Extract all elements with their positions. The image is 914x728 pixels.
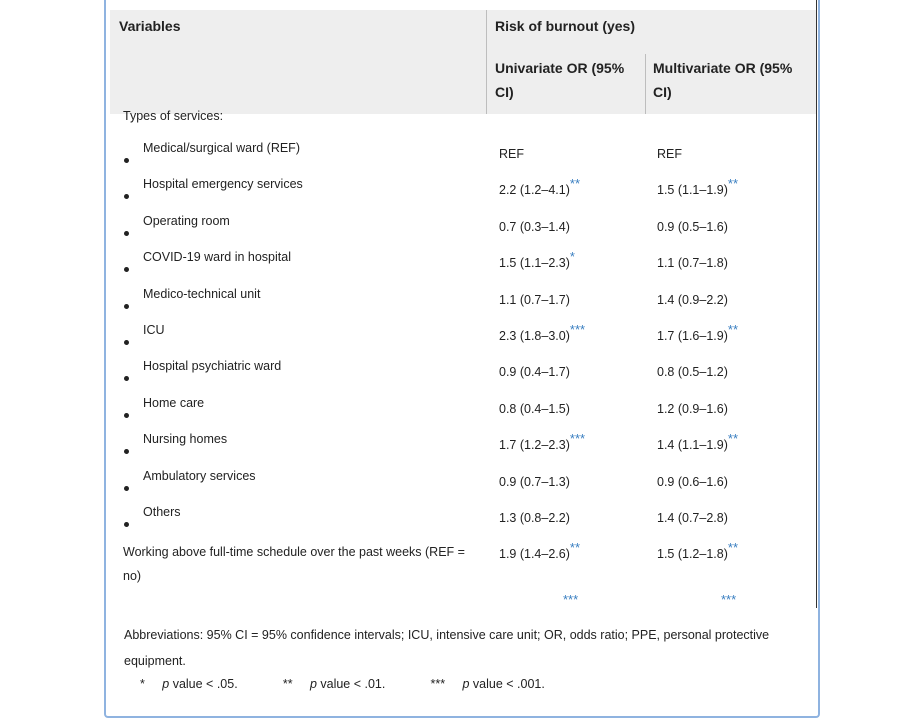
row-multivariate: 0.9 (0.6–1.6) bbox=[657, 475, 728, 489]
row-label: Operating room bbox=[143, 214, 230, 228]
row-multivariate: 0.8 (0.5–1.2) bbox=[657, 365, 728, 379]
bullet-icon bbox=[124, 267, 129, 272]
row-label: COVID-19 ward in hospital bbox=[143, 250, 291, 264]
row-univariate: 1.7 (1.2–2.3)*** bbox=[499, 431, 586, 452]
sig-marker[interactable]: *** bbox=[569, 431, 586, 446]
clipped-previous-row bbox=[110, 0, 816, 10]
sig-marker[interactable]: ** bbox=[569, 176, 581, 191]
row-multivariate: 1.5 (1.2–1.8)** bbox=[657, 540, 739, 561]
row-univariate: 2.3 (1.8–3.0)*** bbox=[499, 322, 586, 343]
table-figure-frame bbox=[104, 0, 820, 718]
bullet-icon bbox=[124, 304, 129, 309]
table-header bbox=[110, 10, 816, 114]
bullet-icon bbox=[124, 194, 129, 199]
row-multivariate: 1.4 (0.7–2.8) bbox=[657, 511, 728, 525]
bullet-icon bbox=[124, 413, 129, 418]
significance-legend: * p value < .05. ** p value < .01. *** p value < .001. bbox=[140, 677, 545, 691]
bullet-icon bbox=[124, 158, 129, 163]
bullet-icon bbox=[124, 376, 129, 381]
sig-marker[interactable]: ** bbox=[727, 431, 739, 446]
header-multivariate: Multivariate OR (95% CI) bbox=[653, 60, 793, 100]
row-label: Working above full-time schedule over the past weeks (REF = no) bbox=[123, 545, 465, 583]
row-label: Ambulatory services bbox=[143, 469, 256, 483]
row-label: Medical/surgical ward (REF) bbox=[143, 141, 300, 155]
sig-marker[interactable]: ** bbox=[727, 322, 739, 337]
bullet-icon bbox=[124, 522, 129, 527]
sig-marker[interactable]: ** bbox=[569, 540, 581, 555]
header-risk: Risk of burnout (yes) bbox=[495, 18, 636, 34]
row-univariate: 0.9 (0.7–1.3) bbox=[499, 475, 570, 489]
row-univariate: 0.9 (0.4–1.7) bbox=[499, 365, 570, 379]
table-scroll-area[interactable] bbox=[110, 0, 817, 608]
clipped-next-sig: *** bbox=[721, 592, 737, 607]
row-univariate: 1.5 (1.1–2.3)* bbox=[499, 249, 575, 270]
header-divider-sub bbox=[645, 54, 646, 114]
sig-marker[interactable]: ** bbox=[727, 540, 739, 555]
row-label: Nursing homes bbox=[143, 432, 228, 446]
row-label: Others bbox=[143, 505, 181, 519]
clipped-next-sig: *** bbox=[563, 592, 579, 607]
sig-marker[interactable]: *** bbox=[569, 322, 586, 337]
row-multivariate: 0.9 (0.5–1.6) bbox=[657, 220, 728, 234]
row-univariate: 1.3 (0.8–2.2) bbox=[499, 511, 570, 525]
row-label: Hospital emergency services bbox=[143, 177, 303, 191]
row-multivariate: 1.2 (0.9–1.6) bbox=[657, 402, 728, 416]
bullet-icon bbox=[124, 486, 129, 491]
row-multivariate: 1.4 (0.9–2.2) bbox=[657, 293, 728, 307]
row-multivariate: 1.4 (1.1–1.9)** bbox=[657, 431, 739, 452]
header-divider bbox=[486, 10, 487, 114]
sig-marker[interactable]: * bbox=[569, 249, 575, 264]
header-univariate: Univariate OR (95% CI) bbox=[495, 60, 625, 100]
row-univariate: 0.8 (0.4–1.5) bbox=[499, 402, 570, 416]
bullet-icon bbox=[124, 449, 129, 454]
row-multivariate: REF bbox=[657, 147, 682, 161]
table-footnote: Abbreviations: 95% CI = 95% confidence intervals; ICU, intensive care unit; OR, odds ratio; PPE, personal protective equipment. bbox=[124, 628, 770, 668]
row-univariate: 1.9 (1.4–2.6)** bbox=[499, 540, 581, 561]
row-multivariate: 1.7 (1.6–1.9)** bbox=[657, 322, 739, 343]
row-univariate: 1.1 (0.7–1.7) bbox=[499, 293, 570, 307]
bullet-icon bbox=[124, 340, 129, 345]
row-label: Hospital psychiatric ward bbox=[143, 359, 282, 373]
row-univariate: REF bbox=[499, 147, 524, 161]
row-univariate: 0.7 (0.3–1.4) bbox=[499, 220, 570, 234]
bullet-icon bbox=[124, 231, 129, 236]
sig-marker[interactable]: ** bbox=[727, 176, 739, 191]
section-label: Types of services: bbox=[123, 109, 224, 123]
row-univariate: 2.2 (1.2–4.1)** bbox=[499, 176, 581, 197]
row-multivariate: 1.5 (1.1–1.9)** bbox=[657, 176, 739, 197]
row-label: ICU bbox=[143, 323, 165, 337]
row-multivariate: 1.1 (0.7–1.8) bbox=[657, 256, 728, 270]
header-variables: Variables bbox=[119, 18, 181, 34]
row-label: Medico-technical unit bbox=[143, 287, 261, 301]
row-label: Home care bbox=[143, 396, 205, 410]
